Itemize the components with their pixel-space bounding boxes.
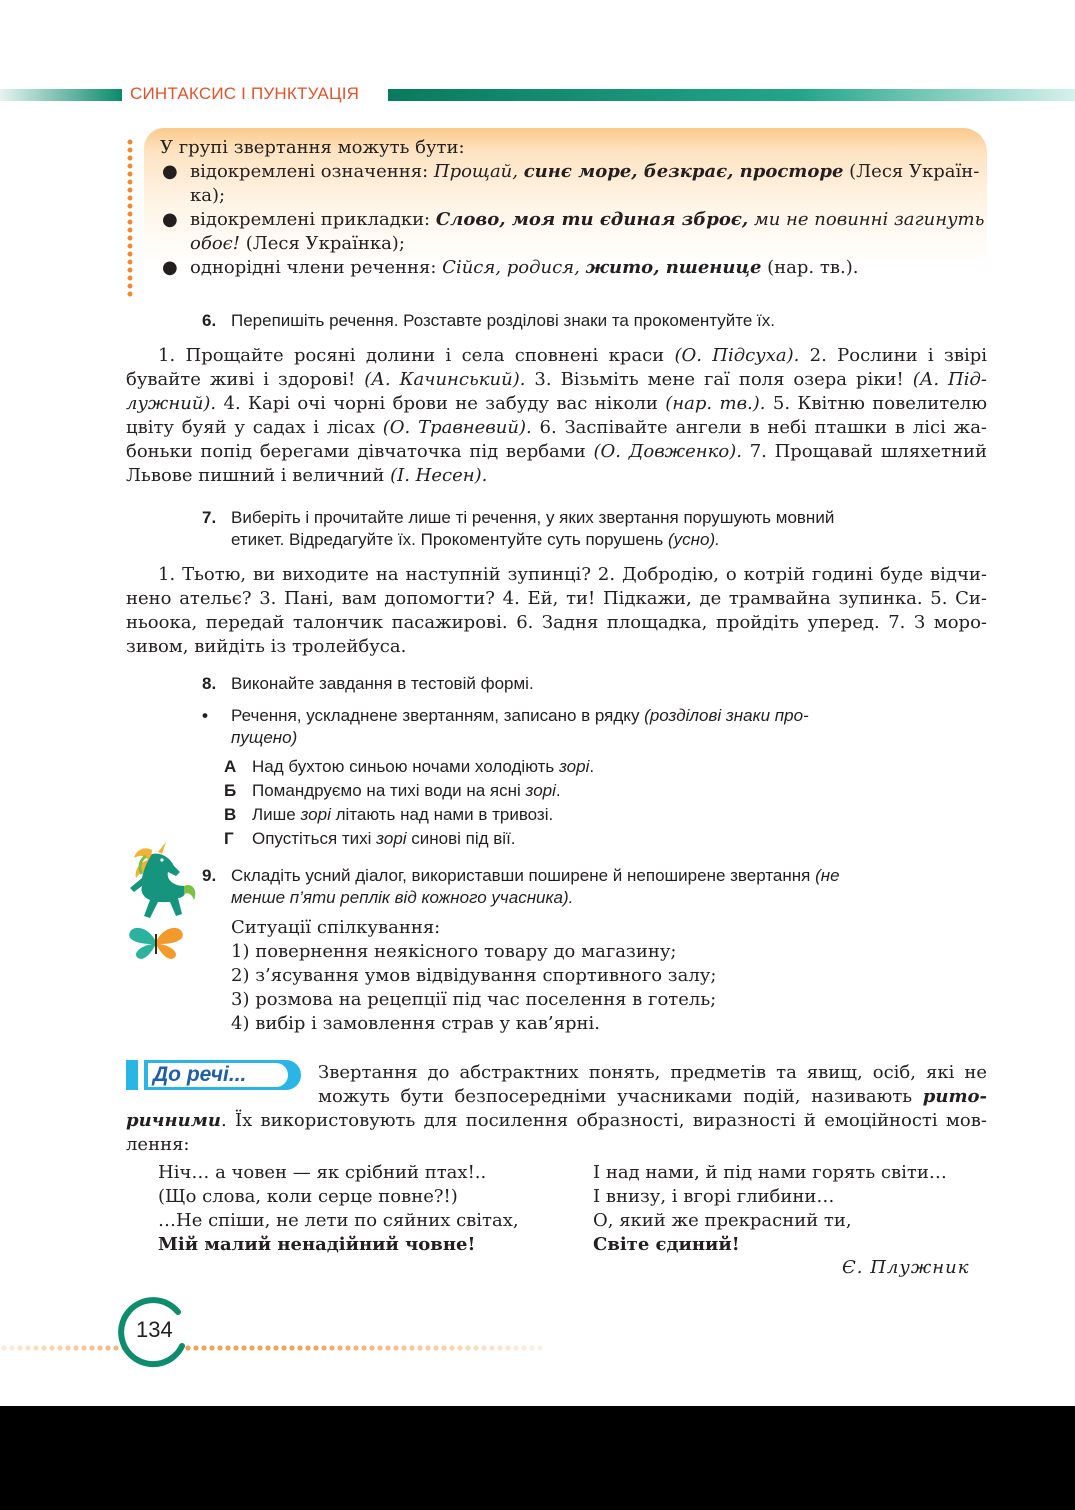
footer-dotted-line [0, 1343, 545, 1353]
task-number: 9. [202, 866, 217, 885]
answer-option-h: Г Опустіться тихі зорі синові під вії. [224, 829, 516, 848]
task-number: 6. [202, 311, 217, 330]
poem-right-stanza: І над нами, й під нами горять світи… І внизу, і вгорі глибини… О, який же прекрасний ти, Світе єдиний! [593, 1162, 947, 1255]
rule-item-1: ● відокремлені означення: Прощай, синє море, безкрає, просторе (Леся Україн- ка); [162, 161, 980, 206]
unicorn-icon [122, 842, 200, 926]
bullet-icon: ● [162, 161, 178, 182]
rule-dotted-border [127, 138, 133, 298]
task-7-exercise: 1. Тьотю, ви виходите на наступній зупинці? 2. Добродію, о котрій годині буде відчи- нено ательє? 3. Пані, вам допомогти? 4. Ей, ти! Підкажи, де трамвайна зупинка. 5. Си- ньоока, передай талончик пасажирові. 6. Задня площадка, пройдіть уперед. 7. З моро- зивом, вийдіть із тролейбуса. [126, 564, 987, 657]
rule-text [160, 136, 986, 280]
task-6-exercise: 1. Прощайте росяні долини і села сповнені краси (О. Підсуха). 2. Рослини і звірі бувайте живі і здорові! (А. Качинський). 3. Візьміть мене гаї поля озера ріки! (А. Під- лужний). 4. Карі очі чорні брови не забуду вас ніколи (нар. тв.). 5. Квітню повелителю цвіту буяй у садах і лісах (О. Травневий). 6. Заспівайте ангели в небі пташки в лісі жа- боньки попід берегами дівчаточка під вербами (О. Довженко). 7. Прощавай шляхетний Львове пишний і величний (І. Несен). [126, 345, 988, 486]
rule-item-2: ● відокремлені прикладки: Слово, моя ти єдиная зброє, ми не повинні загинуть обоє! (Леся Українка); [162, 209, 985, 254]
list-item: 1) повернення неякісного товару до магазину; [231, 941, 677, 962]
list-item: 4) вибір і замовлення страв у кав’ярні. [231, 1013, 600, 1034]
task-number: 7. [202, 508, 217, 527]
task-6-instruction: 6. Перепишіть речення. Розставте розділові знаки та прокоментуйте їх. [202, 311, 776, 330]
header-stripe-right [388, 89, 1075, 101]
communication-situations [231, 916, 716, 1036]
butterfly-icon [126, 924, 186, 960]
answer-option-b: Б Помандруємо на тихі води на ясні зорі. [224, 781, 561, 800]
bullet-icon: ● [162, 257, 178, 278]
by-the-way-text-top: Звертання до абстрактних понять, предметів та явищ, осіб, які не можуть бути безпосередніми учасниками подій, називають рито- [318, 1062, 987, 1107]
header-stripe-left [0, 89, 122, 101]
poem-left-stanza: Ніч… а човен — як срібний птах!.. (Що слова, коли серце повне?!) …Не спіши, не лети по сяйних світах, Мій малий ненадійний човне! [158, 1162, 519, 1255]
list-item: 3) розмова на рецепції під час поселення в готель; [231, 989, 717, 1010]
task-7-instruction: 7. Виберіть і прочитайте лише ті речення, у яких звертання порушують мовний етикет. Відредагуйте їх. Прокоментуйте суть порушень (усно). [202, 508, 835, 549]
rule-intro: У групі звертання можуть бути: [160, 137, 465, 158]
task-8-question: • Речення, ускладнене звертанням, записано в рядку (розділові знаки про- пущено) [202, 706, 809, 747]
situations-title: Ситуації спілкування: [231, 917, 441, 938]
section-title: СИНТАКСИС І ПУНКТУАЦІЯ [130, 84, 360, 103]
by-the-way-label: До речі... [153, 1063, 247, 1086]
by-the-way-text-bottom: ричними. Їх використовують для посилення образності, виразності й емоційності мов- лення: [126, 1110, 987, 1155]
answer-option-v: В Лише зорі літають над нами в тривозі. [224, 805, 554, 824]
task-number: 8. [202, 674, 217, 693]
rule-item-3: ● однорідні члени речення: Сійся, родися, жито, пшенице (нар. тв.). [162, 257, 859, 278]
task-9-instruction: 9. Складіть усний діалог, використавши поширене й непоширене звертання (не менше п’яти реплік від кожного учасника). [202, 866, 840, 907]
task-8-instruction: 8. Виконайте завдання в тестовій формі. [202, 674, 534, 693]
list-item: 2) з’ясування умов відвідування спортивного залу; [231, 965, 717, 986]
bullet-icon: ● [162, 209, 178, 230]
bullet-icon: • [202, 706, 208, 725]
answer-option-a: А Над бухтою синьою ночами холодіють зорі. [224, 757, 595, 776]
poem-author: Є. Плужник [842, 1257, 970, 1278]
page-number: 134 [136, 1317, 173, 1342]
